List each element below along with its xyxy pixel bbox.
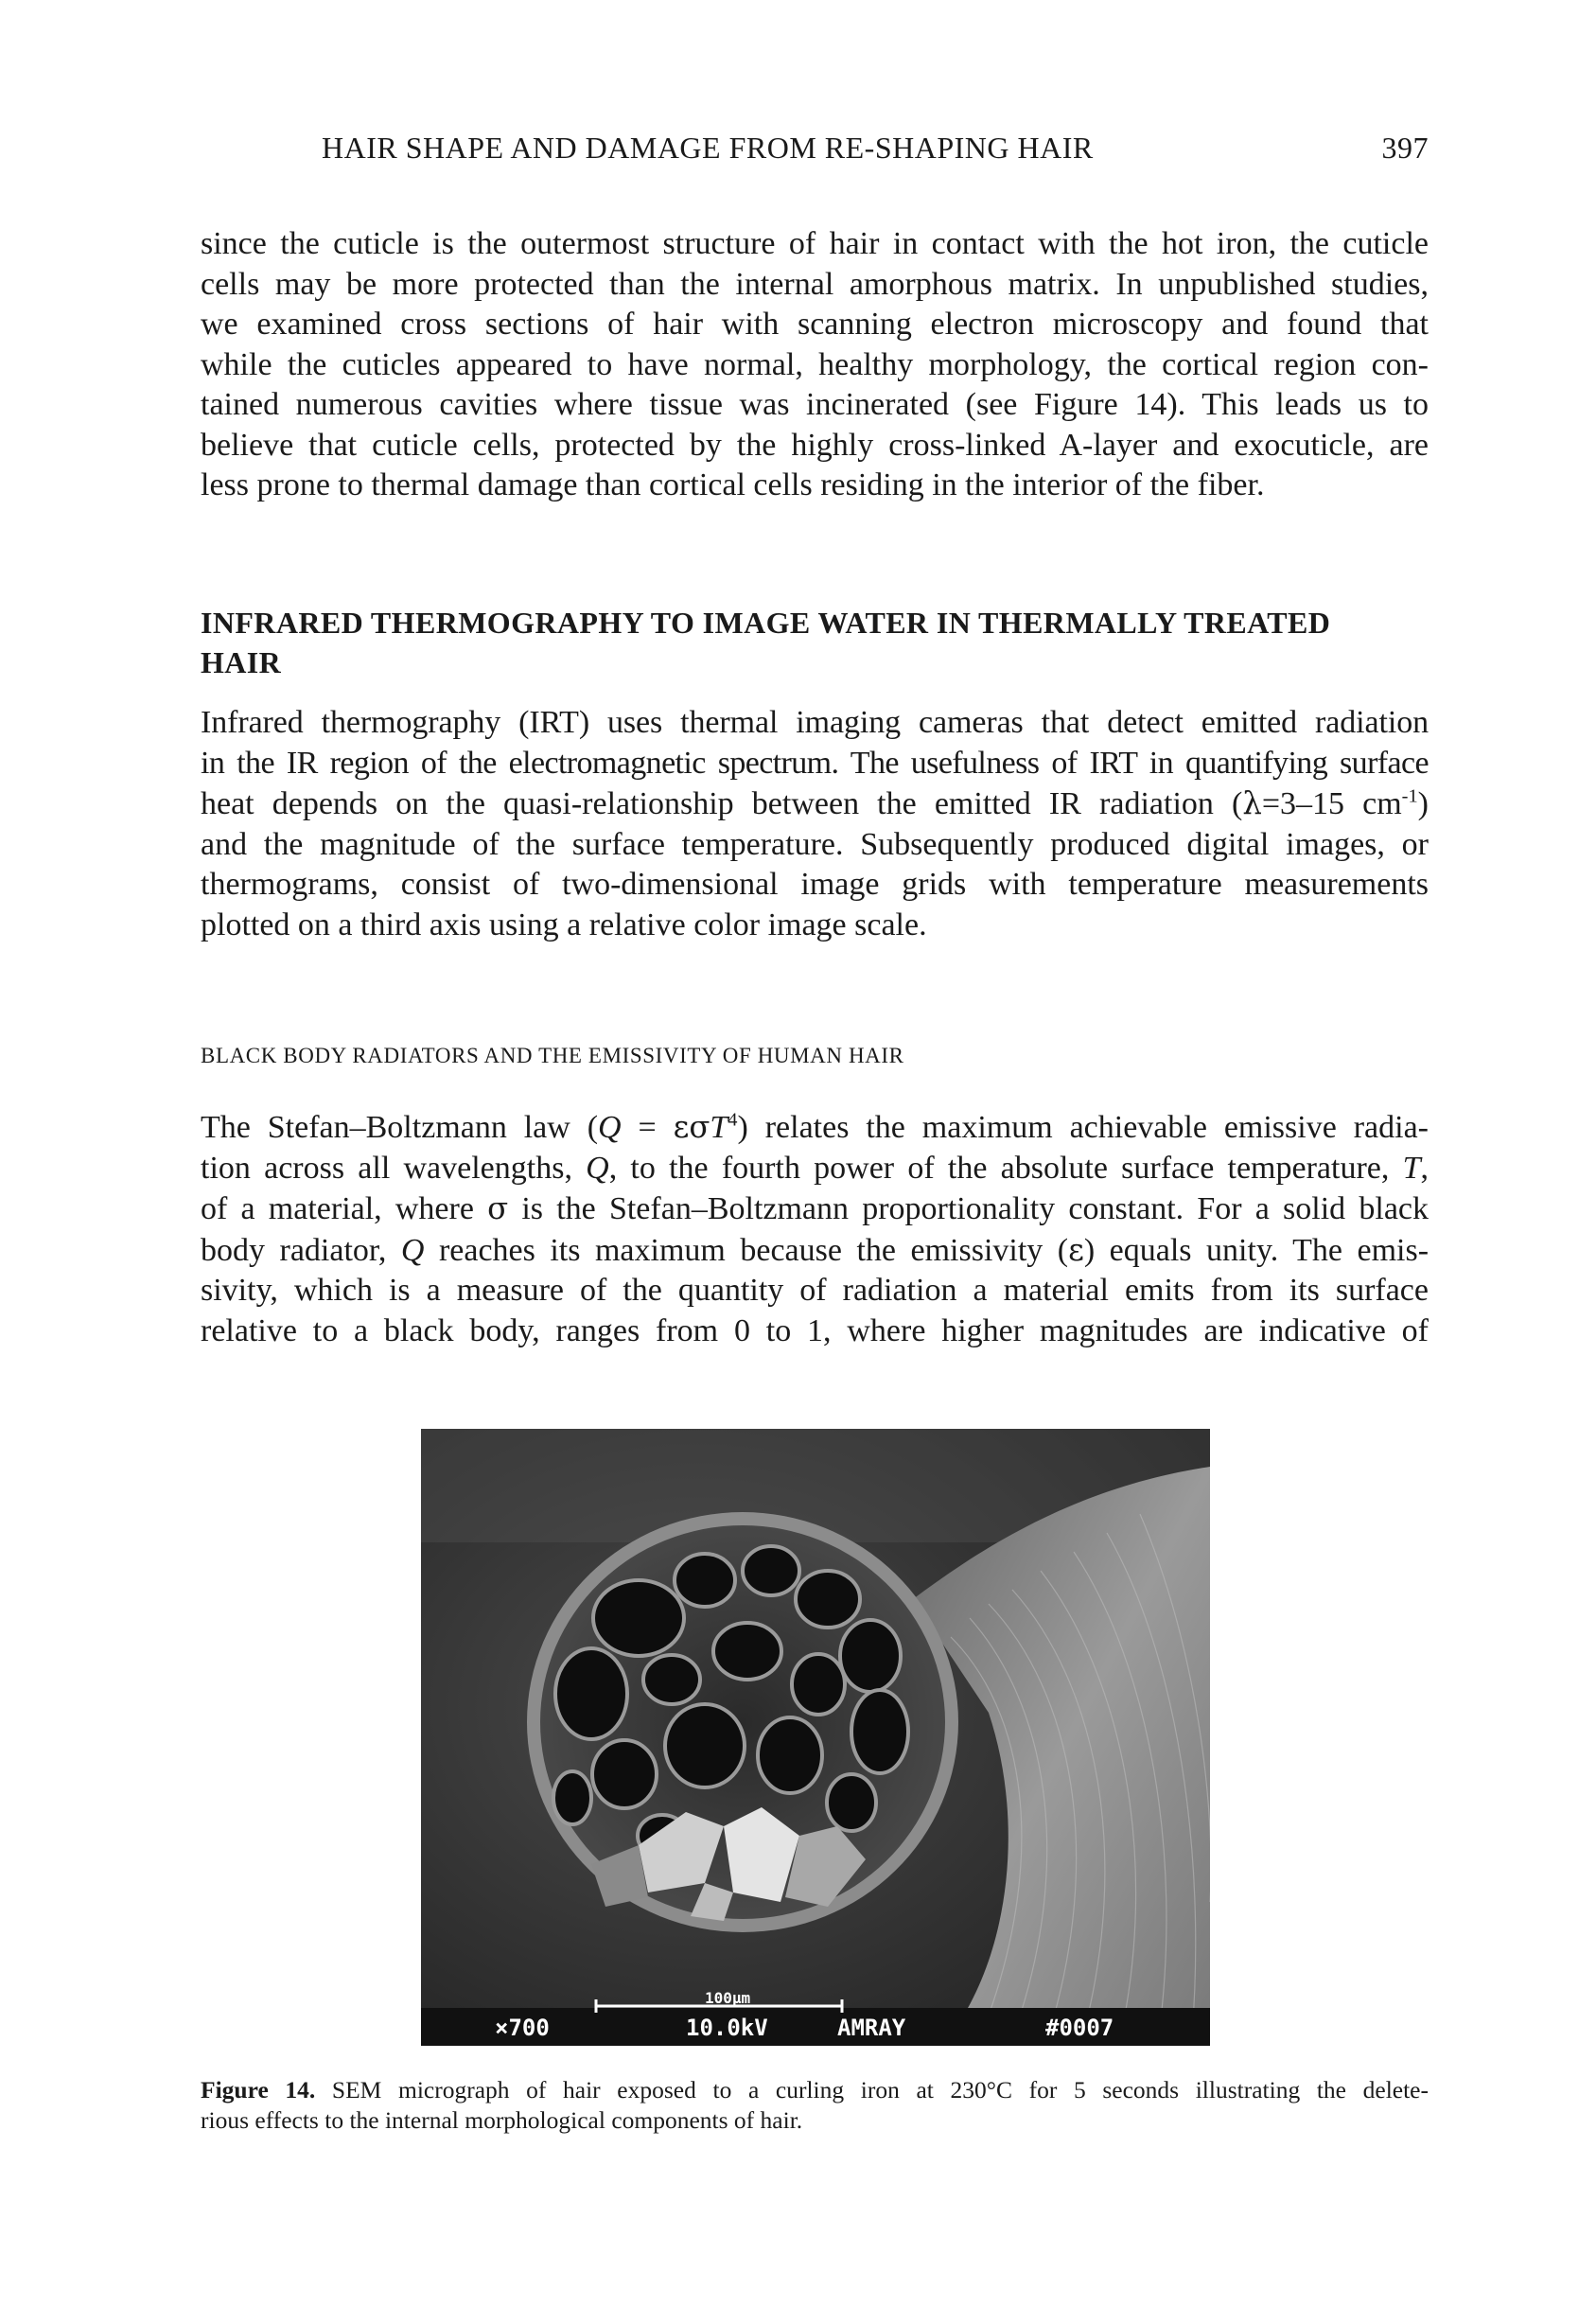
caption-line: rious effects to the internal morphological components of hair. — [201, 2106, 803, 2134]
text-line: less prone to thermal damage than cortical cells residing in the interior of the fiber. — [201, 467, 1265, 502]
text-line: tained numerous cavities where tissue was incinerated (see Figure 14). This leads us to — [201, 387, 1429, 422]
sem-micrograph-figure — [421, 1429, 1210, 2046]
text-line: thermograms, consist of two-dimensional image grids with temperature measurements — [201, 867, 1429, 902]
section-heading-line: INFRARED THERMOGRAPHY TO IMAGE WATER IN THERMALLY TREATED — [201, 606, 1331, 640]
text-line: body radiator, Q reaches its maximum because the emissivity (ε) equals unity. The emis- — [201, 1231, 1429, 1268]
page-number: 397 — [1381, 131, 1429, 165]
brand-label: AMRAY — [837, 2015, 906, 2041]
figure-caption — [201, 2075, 1429, 2136]
text-line: The Stefan–Boltzmann law (Q = εσT$^4$) relates the maximum achievable emissive radia- — [201, 1109, 1429, 1145]
text-line: and the magnitude of the surface temperature. Subsequently produced digital images, or — [201, 826, 1429, 862]
subsection-heading: BLACK BODY RADIATORS AND THE EMISSIVITY OF HUMAN HAIR — [201, 1044, 904, 1067]
text-line: plotted on a third axis using a relative color image scale. — [201, 907, 927, 942]
text-line: cells may be more protected than the internal amorphous matrix. In unpublished studies, — [201, 266, 1429, 302]
sem-micrograph — [421, 1429, 1210, 2046]
scale-label: 100µm — [705, 1989, 751, 2007]
section-heading-line: HAIR — [201, 645, 282, 679]
text-line: in the IR region of the electromagnetic spectrum. The usefulness of IRT in quantifying surface — [201, 745, 1429, 781]
magnification-label: ×700 — [495, 2015, 550, 2041]
text-line: sivity, which is a measure of the quantity of radiation a material emits from its surface — [201, 1273, 1429, 1308]
running-head-title: HAIR SHAPE AND DAMAGE FROM RE-SHAPING HAIR — [322, 131, 1094, 165]
frame-number-label: #0007 — [1045, 2015, 1114, 2041]
text-line: we examined cross sections of hair with scanning electron microscopy and found that — [201, 307, 1429, 342]
voltage-label: 10.0kV — [686, 2015, 768, 2041]
text-line: Infrared thermography (IRT) uses thermal imaging cameras that detect emitted radiation — [201, 705, 1429, 740]
paragraph-infrared-thermography — [201, 703, 1429, 945]
text-line: heat depends on the quasi-relationship between the emitted IR radiation (λ=3–15 $cm^{-1}$) — [201, 785, 1429, 821]
text-line: relative to a black body, ranges from 0 to 1, where higher magnitudes are indicative of — [201, 1312, 1429, 1348]
caption-line: Figure 14. SEM micrograph of hair exposed to a curling iron at 230°C for 5 seconds illustrating the delete- — [201, 2076, 1429, 2104]
caption-label: Figure 14. — [201, 2076, 316, 2104]
text-line: believe that cuticle cells, protected by the highly cross-linked A-layer and exocuticle, are — [201, 427, 1429, 463]
paragraph-cuticle-damage — [201, 224, 1429, 506]
paragraph-stefan-boltzmann — [201, 1107, 1429, 1351]
text-line: of a material, where σ is the Stefan–Boltzmann proportionality constant. For a solid black — [201, 1190, 1429, 1226]
text-line: since the cuticle is the outermost structure of hair in contact with the hot iron, the cuticle — [201, 226, 1429, 261]
text-line: while the cuticles appeared to have normal, healthy morphology, the cortical region con- — [201, 346, 1429, 382]
text-line: tion across all wavelengths, Q, to the fourth power of the absolute surface temperature, T, — [201, 1150, 1429, 1186]
section-heading — [201, 603, 1429, 682]
